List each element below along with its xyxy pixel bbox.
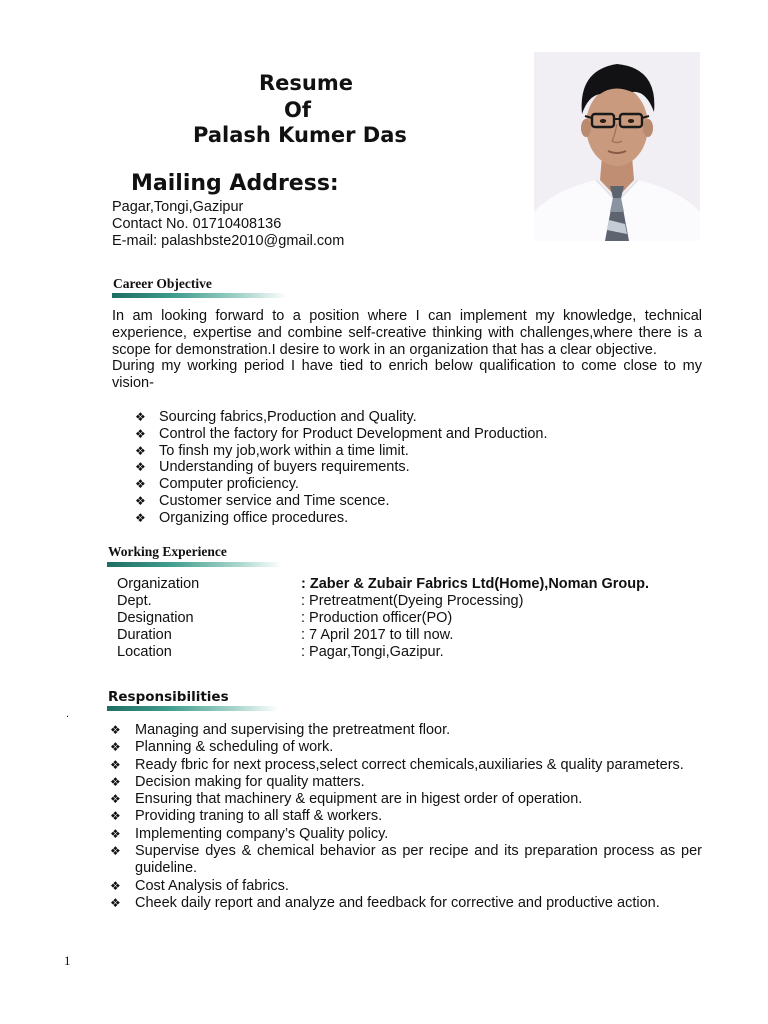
experience-value: : Pagar,Tongi,Gazipur. bbox=[301, 644, 444, 660]
list-item: ❖ Decision making for quality matters. bbox=[110, 773, 365, 790]
list-item: ❖ Computer proficiency. bbox=[135, 476, 299, 493]
list-item: ❖ Ensuring that machinery & equipment are in higest order of operation. bbox=[110, 791, 583, 808]
responsibilities-heading: Responsibilities bbox=[108, 689, 229, 705]
diamond-bullet-icon: ❖ bbox=[110, 774, 121, 789]
experience-label: Dept. bbox=[117, 593, 152, 609]
list-item: ❖ Managing and supervising the pretreatment floor. bbox=[110, 722, 451, 738]
table-row bbox=[114, 627, 649, 644]
experience-value: : 7 April 2017 to till now. bbox=[301, 627, 454, 643]
diamond-bullet-icon: ❖ bbox=[135, 443, 146, 458]
experience-label: Location bbox=[117, 644, 172, 660]
list-item: ❖ Supervise dyes & chemical behavior as per recipe and its preparation process as per guideline. bbox=[110, 843, 702, 877]
title-name: Palash Kumer Das bbox=[193, 123, 407, 147]
responsibilities-heading-rule bbox=[107, 706, 279, 711]
diamond-bullet-icon: ❖ bbox=[135, 510, 146, 525]
list-item: ❖ Providing traning to all staff & workers. bbox=[110, 808, 383, 825]
table-row bbox=[114, 576, 649, 593]
contact-number: Contact No. 01710408136 bbox=[112, 216, 282, 232]
working-experience-heading: Working Experience bbox=[108, 544, 227, 559]
table-row bbox=[114, 644, 649, 661]
career-heading-rule bbox=[112, 293, 287, 298]
title-resume: Resume bbox=[259, 71, 353, 95]
list-item: ❖ Organizing office procedures. bbox=[135, 509, 349, 526]
list-item: ❖ Control the factory for Product Development and Production. bbox=[135, 425, 548, 442]
email-address: E-mail: palashbste2010@gmail.com bbox=[112, 233, 345, 249]
diamond-bullet-icon: ❖ bbox=[135, 410, 146, 424]
career-objective-heading: Career Objective bbox=[113, 276, 212, 291]
address-text: Pagar,Tongi,Gazipur bbox=[112, 199, 244, 215]
diamond-bullet-icon: ❖ bbox=[110, 809, 121, 824]
list-item: ❖ Cost Analysis of fabrics. bbox=[110, 877, 289, 894]
diamond-bullet-icon: ❖ bbox=[110, 826, 121, 841]
list-item: ❖ Cheek daily report and analyze and feedback for corrective and productive action. bbox=[110, 894, 660, 911]
diamond-bullet-icon: ❖ bbox=[135, 493, 146, 508]
list-item: ❖ Implementing company’s Quality policy. bbox=[110, 825, 389, 842]
list-item: ❖ Customer service and Time scence. bbox=[135, 492, 390, 509]
title-of: Of bbox=[284, 98, 311, 122]
responsibilities-list bbox=[110, 722, 702, 912]
diamond-bullet-icon: ❖ bbox=[110, 740, 121, 755]
experience-value: : Zaber & Zubair Fabrics Ltd(Home),Noman Group. bbox=[301, 576, 650, 592]
diamond-bullet-icon: ❖ bbox=[135, 477, 146, 492]
mailing-address-heading: Mailing Address: bbox=[131, 171, 339, 196]
list-item: ❖ Ready fbric for next process,select correct chemicals,auxiliaries & quality parameters. bbox=[110, 756, 684, 773]
stray-dot: . bbox=[66, 708, 70, 720]
list-item: ❖ Planning & scheduling of work. bbox=[110, 739, 334, 756]
experience-table bbox=[114, 576, 649, 661]
experience-value: : Pretreatment(Dyeing Processing) bbox=[301, 593, 524, 609]
career-objective-text bbox=[112, 308, 702, 392]
experience-label: Designation bbox=[117, 610, 194, 626]
diamond-bullet-icon: ❖ bbox=[135, 460, 146, 475]
diamond-bullet-icon: ❖ bbox=[135, 426, 146, 441]
table-row bbox=[114, 593, 649, 610]
experience-value: : Production officer(PO) bbox=[301, 610, 453, 626]
diamond-bullet-icon: ❖ bbox=[110, 878, 121, 893]
page-number: 1 bbox=[64, 953, 71, 968]
diamond-bullet-icon: ❖ bbox=[110, 723, 121, 737]
diamond-bullet-icon: ❖ bbox=[110, 792, 121, 807]
diamond-bullet-icon: ❖ bbox=[110, 844, 121, 859]
experience-label: Organization bbox=[117, 576, 200, 592]
list-item: ❖ Sourcing fabrics,Production and Quality. bbox=[135, 409, 417, 425]
portrait-photo bbox=[534, 52, 700, 241]
experience-heading-rule bbox=[107, 562, 282, 567]
career-paragraph-1: In am looking forward to a position where I can implement my knowledge, technical experience, expertise and combine self-creative thinking with challenges,where there is a scope for demonstration.I desire to work in an organization that has a clear objective. bbox=[112, 308, 702, 358]
list-item: ❖ To finsh my job,work within a time limit. bbox=[135, 442, 409, 459]
qualification-list bbox=[135, 409, 547, 527]
career-paragraph-2: During my working period I have tied to enrich below qualification to come close to my vision- bbox=[112, 358, 702, 392]
diamond-bullet-icon: ❖ bbox=[110, 895, 121, 910]
experience-label: Duration bbox=[117, 627, 172, 643]
diamond-bullet-icon: ❖ bbox=[110, 757, 121, 772]
table-row bbox=[114, 610, 649, 627]
list-item: ❖ Understanding of buyers requirements. bbox=[135, 459, 410, 476]
